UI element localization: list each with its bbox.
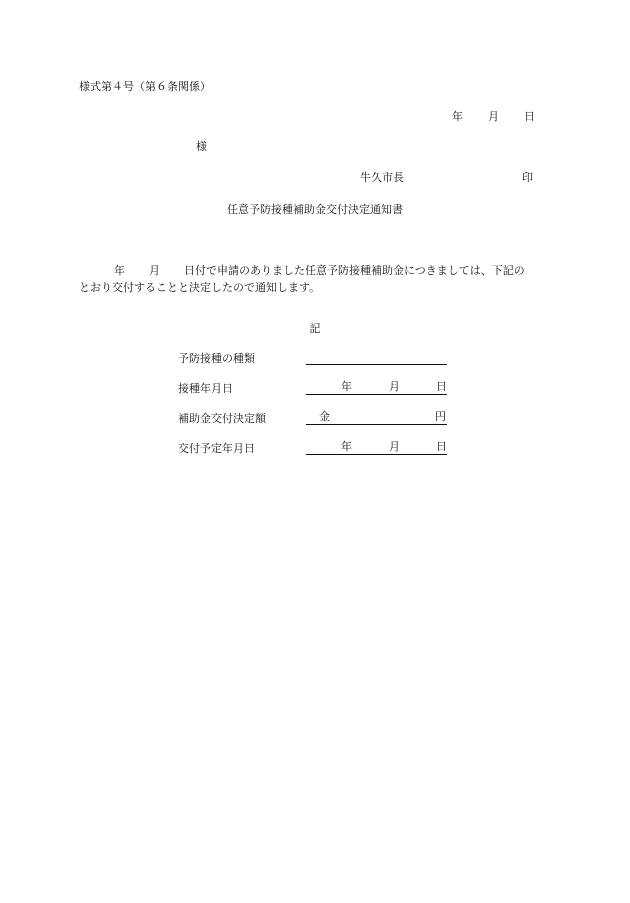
subsidy-amount-prefix: 金 [319, 410, 330, 423]
header-date-day: 日 [524, 110, 535, 123]
sender-name: 牛久市長 [360, 171, 404, 184]
row-label-grant-date: 交付予定年月日 [178, 442, 255, 455]
grant-date-field[interactable] [306, 440, 447, 455]
ki-heading: 記 [309, 322, 321, 335]
header-date-year: 年 [452, 110, 463, 123]
body-line-1 [79, 262, 549, 279]
addressee-suffix: 様 [196, 140, 207, 153]
body-year: 年 [114, 264, 125, 277]
row-label-vaccination-date: 接種年月日 [178, 382, 233, 395]
subsidy-amount-field[interactable] [306, 410, 447, 425]
body-month: 月 [149, 264, 160, 277]
grant-date-month: 月 [389, 440, 400, 453]
subsidy-amount-unit: 円 [435, 410, 446, 423]
body-line-2: とおり交付することと決定したので通知します。 [79, 281, 321, 294]
vaccination-date-month: 月 [389, 380, 400, 393]
body-line-1-text: 日付で申請のありました任意予防接種補助金につきましては、下記の [184, 264, 525, 277]
seal-mark: 印 [522, 171, 533, 184]
body-paragraph [79, 262, 549, 296]
header-date-month: 月 [488, 110, 499, 123]
row-label-subsidy-amount: 補助金交付決定額 [178, 412, 266, 425]
document-title: 任意予防接種補助金交付決定通知書 [227, 203, 403, 216]
vaccination-date-day: 日 [436, 380, 447, 393]
vaccination-date-year: 年 [341, 380, 352, 393]
vaccine-type-field[interactable] [306, 350, 447, 365]
vaccination-date-field[interactable] [306, 380, 447, 395]
form-number: 様式第４号（第６条関係） [79, 80, 211, 93]
grant-date-day: 日 [436, 440, 447, 453]
row-label-vaccine-type: 予防接種の種類 [178, 352, 255, 365]
grant-date-year: 年 [341, 440, 352, 453]
